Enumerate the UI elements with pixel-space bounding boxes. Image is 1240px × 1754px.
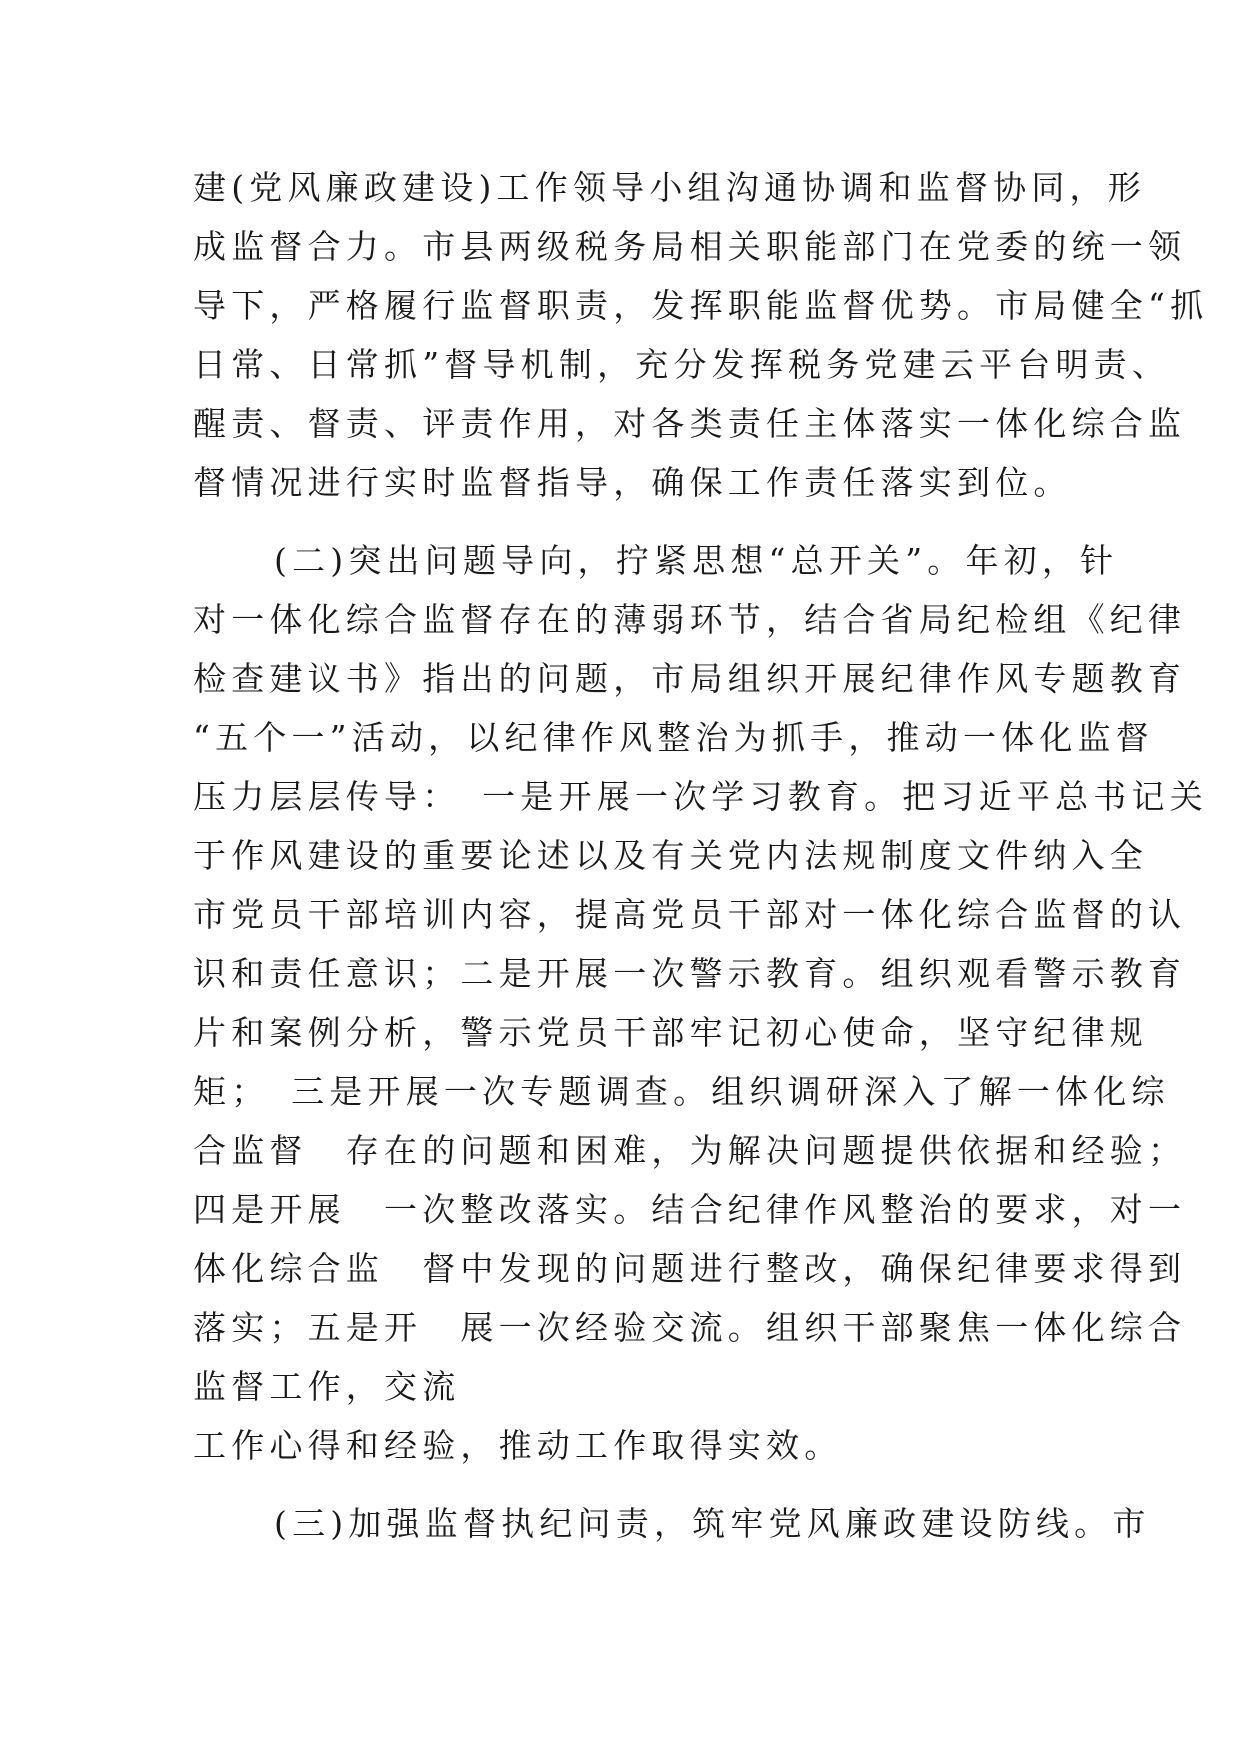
section-heading-line: (二)突出问题导向，拧紧思想“总开关”。年初，针 <box>274 541 1119 580</box>
paragraph-line: 醒责、督责、评责作用，对各类责任主体落实一体化综合监 <box>193 404 1187 443</box>
paragraph-line: 矩； 三是开展一次专题调查。组织调研深入了解一体化综 <box>193 1072 1170 1111</box>
paragraph-line: 成监督合力。市县两级税务局相关职能部门在党委的统一领 <box>193 227 1187 266</box>
paragraph-line: 导下，严格履行监督职责，发挥职能监督优势。市局健全“抓 <box>193 286 1209 325</box>
section-heading-line: (三)加强监督执纪问责，筑牢党风廉政建设防线。市 <box>274 1504 1151 1543</box>
paragraph-line: 落实；五是开 展一次经验交流。组织干部聚焦一体化综合 <box>193 1308 1187 1347</box>
paragraph-line: 体化综合监 督中发现的问题进行整改，确保纪律要求得到 <box>193 1249 1187 1288</box>
paragraph-line: 工作心得和经验，推动工作取得实效。 <box>193 1426 843 1465</box>
paragraph-line: 督情况进行实时监督指导，确保工作责任落实到位。 <box>193 463 1072 502</box>
paragraph-line: 识和责任意识；二是开展一次警示教育。组织观看警示教育 <box>193 954 1187 993</box>
paragraph-line: 片和案例分析，警示党员干部牢记初心使命，坚守纪律规 <box>193 1013 1148 1052</box>
paragraph-line: 监督工作，交流 <box>193 1367 461 1406</box>
paragraph-line: 检查建议书》指出的问题，市局组织开展纪律作风专题教育 <box>193 659 1187 698</box>
paragraph-line: 于作风建设的重要论述以及有关党内法规制度文件纳入全 <box>193 836 1148 875</box>
paragraph-line: 合监督 存在的问题和困难，为解决问题提供依据和经验； <box>193 1131 1187 1170</box>
paragraph-line: 日常、日常抓”督导机制，充分发挥税务党建云平台明责、 <box>193 345 1171 384</box>
paragraph-line: 建(党风廉政建设)工作领导小组沟通协调和监督协同，形 <box>193 168 1146 207</box>
paragraph-line: 四是开展 一次整改落实。结合纪律作风整治的要求，对一 <box>193 1190 1187 1229</box>
paragraph-line: 市党员干部培训内容，提高党员干部对一体化综合监督的认 <box>193 895 1187 934</box>
paragraph-line: 压力层层传导： 一是开展一次学习教育。把习近平总书记关 <box>193 777 1208 816</box>
paragraph-line: “五个一”活动，以纪律作风整治为抓手，推动一体化监督 <box>193 718 1154 757</box>
paragraph-line: 对一体化综合监督存在的薄弱环节，结合省局纪检组《纪律 <box>193 600 1187 639</box>
